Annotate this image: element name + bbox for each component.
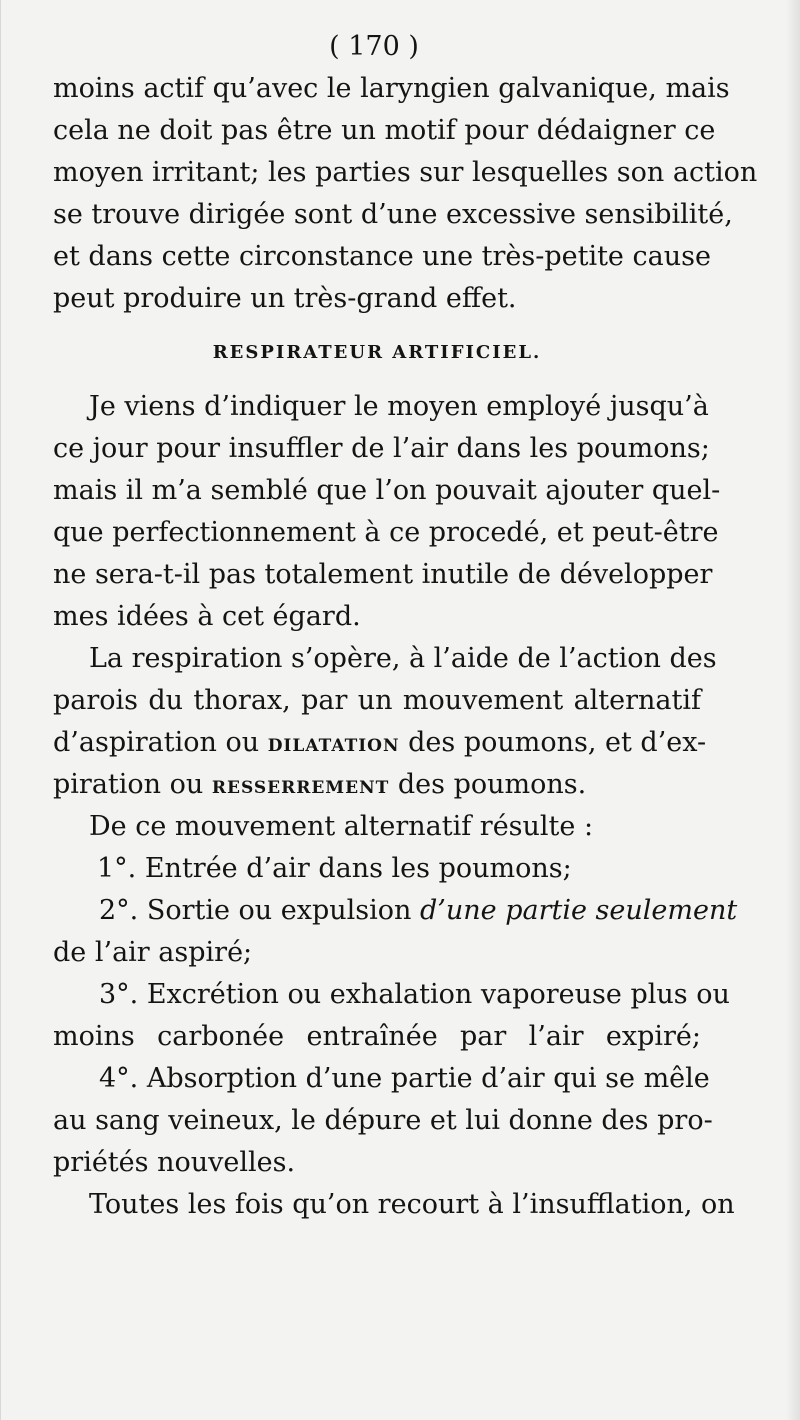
- text-segment: piration ou: [53, 769, 212, 800]
- text-line: ce jour pour insuffler de l’air dans les poumons;: [53, 433, 710, 464]
- text-line: moins carbonée entraînée par l’air expiré;: [53, 1021, 701, 1052]
- text-line: moyen irritant; les parties sur lesquelles son action: [53, 157, 758, 188]
- text-line: peut produire un très-grand effet.: [53, 283, 517, 314]
- list-item: 3°. Excrétion ou exhalation vaporeuse plus ou: [99, 979, 730, 1010]
- text-segment: 2°. Sortie ou expulsion: [99, 895, 421, 926]
- list-item: 4°. Absorption d’une partie d’air qui se mêle: [99, 1063, 710, 1094]
- text-line: mes idées à cet égard.: [53, 601, 361, 632]
- paragraph-5: [53, 1184, 735, 1226]
- text-line: mais il m’a semblé que l’on pouvait ajouter quel-: [53, 475, 721, 506]
- numbered-list: [53, 848, 738, 1184]
- section-heading: RESPIRATEUR ARTIFICIEL.: [212, 342, 542, 363]
- text-line: se trouve dirigée sont d’une excessive sensibilité,: [53, 199, 733, 230]
- page-number: ( 170 ): [329, 31, 419, 62]
- text-line: Je viens d’indiquer le moyen employé jusqu’à: [89, 391, 709, 422]
- list-item: [53, 890, 738, 932]
- text-line: que perfectionnement à ce procedé, et peut-être: [53, 517, 719, 548]
- text-segment: d’aspiration ou: [53, 727, 268, 758]
- page-edge-shadow: [786, 0, 800, 1420]
- small-caps-term: DILATATION: [267, 736, 400, 756]
- paragraph-4: [53, 806, 701, 848]
- text-line: moins actif qu’avec le laryngien galvanique, mais: [53, 73, 730, 104]
- text-line: cela ne doit pas être un motif pour dédaigner ce: [53, 115, 716, 146]
- text-line: et dans cette circonstance une très-petite cause: [53, 241, 711, 272]
- text-line: [53, 722, 707, 764]
- text-line: [53, 764, 701, 806]
- text-line: ne sera-t-il pas totalement inutile de développer: [53, 559, 713, 590]
- text-segment: des poumons.: [389, 769, 587, 800]
- text-line: priétés nouvelles.: [53, 1147, 296, 1178]
- list-item: 1°. Entrée d’air dans les poumons;: [97, 853, 572, 884]
- text-line: De ce mouvement alternatif résulte :: [89, 811, 594, 842]
- text-line: au sang veineux, le dépure et lui donne des pro-: [53, 1105, 713, 1136]
- paragraph-1: [53, 68, 758, 320]
- page-text-block: [53, 26, 758, 1226]
- paragraph-3: [53, 638, 717, 806]
- text-line: de l’air aspiré;: [53, 937, 253, 968]
- paragraph-2: [53, 386, 721, 638]
- italic-phrase: d’une partie seulement: [420, 895, 738, 926]
- small-caps-term: RESSERREMENT: [211, 778, 390, 798]
- text-line: La respiration s’opère, à l’aide de l’action des: [89, 643, 717, 674]
- text-line: Toutes les fois qu’on recourt à l’insufflation, on: [89, 1189, 735, 1220]
- text-line: parois du thorax, par un mouvement alternatif: [53, 685, 701, 716]
- text-segment: des poumons, et d’ex-: [399, 727, 707, 758]
